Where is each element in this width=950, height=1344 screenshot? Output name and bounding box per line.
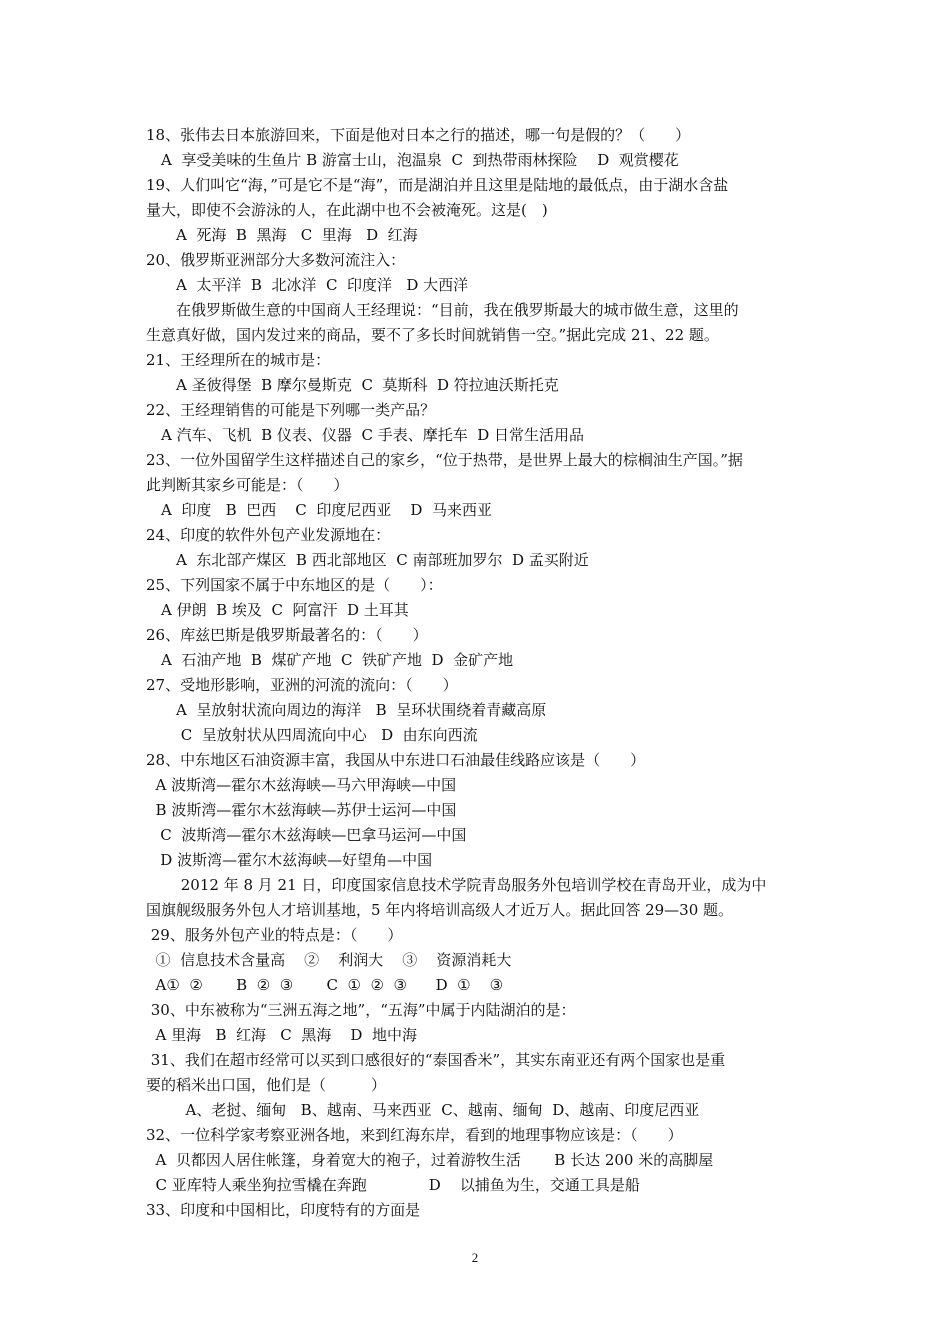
text-line: B 波斯湾—霍尔木兹海峡—苏伊士运河—中国 [146, 801, 457, 819]
text-line: 25、下列国家不属于中东地区的是（ ）： [146, 576, 443, 594]
text-line: ① 信息技术含量高 ② 利润大 ③ 资源消耗大 [146, 951, 512, 969]
text-line: A 石油产地 B 煤矿产地 C 铁矿产地 D 金矿产地 [146, 651, 514, 669]
text-line: 28、中东地区石油资源丰富，我国从中东进口石油最佳线路应该是（ ） [146, 751, 646, 769]
text-line: 21、王经理所在的城市是： [146, 351, 331, 369]
text-line: 23、一位外国留学生这样描述自己的家乡，“位于热带，是世界上最大的棕榈油生产国。”据 [146, 451, 743, 469]
text-line: 24、印度的软件外包产业发源地在： [146, 526, 391, 544]
text-line: 19、人们叫它“海，”可是它不是“海”，而是湖泊并且这里是陆地的最低点，由于湖水含盐 [146, 176, 729, 194]
text-line: A 圣彼得堡 B 摩尔曼斯克 C 莫斯科 D 符拉迪沃斯托克 [146, 376, 559, 394]
text-line: 33、印度和中国相比，印度特有的方面是 [146, 1201, 421, 1219]
text-line: 量大，即使不会游泳的人，在此湖中也不会被淹死。这是( ) [146, 201, 548, 219]
text-line: 此判断其家乡可能是：（ ） [146, 476, 349, 494]
text-line: 27、受地形影响，亚洲的河流的流向：（ ） [146, 676, 458, 694]
text-line: A 印度 B 巴西 C 印度尼西亚 D 马来西亚 [146, 501, 492, 519]
text-line: 31、我们在超市经常可以买到口感很好的“泰国香米”，其实东南亚还有两个国家也是重 [146, 1051, 726, 1069]
text-line: A① ② B ② ③ C ① ② ③ D ① ③ [146, 976, 504, 994]
text-line: 20、俄罗斯亚洲部分大多数河流注入： [146, 251, 406, 269]
text-line: 生意真好做，国内发过来的商品，要不了多长时间就销售一空。”据此完成 21、22 题。 [146, 326, 719, 344]
page-number: 2 [471, 1250, 479, 1265]
text-line: 30、中东被称为“三洲五海之地”，“五海”中属于内陆湖泊的是： [146, 1001, 576, 1019]
text-line: C 亚库特人乘坐狗拉雪橇在奔跑 D 以捕鱼为生，交通工具是船 [146, 1176, 640, 1194]
text-line: 29、服务外包产业的特点是：（ ） [146, 926, 403, 944]
text-line: A 东北部产煤区 B 西北部地区 C 南部班加罗尔 D 孟买附近 [146, 551, 589, 569]
text-line: 26、库兹巴斯是俄罗斯最著名的：（ ） [146, 626, 428, 644]
text-line: C 呈放射状从四周流向中心 D 由东向西流 [146, 726, 478, 744]
text-line: A 伊朗 B 埃及 C 阿富汗 D 土耳其 [146, 601, 409, 619]
text-line: A、老挝、缅甸 B、越南、马来西亚 C、越南、缅甸 D、越南、印度尼西亚 [146, 1101, 700, 1119]
text-line: A 汽车、飞机 B 仪表、仪器 C 手表、摩托车 D 日常生活用品 [146, 426, 585, 444]
text-line: C 波斯湾—霍尔木兹海峡—巴拿马运河—中国 [146, 826, 467, 844]
text-line: D 波斯湾—霍尔木兹海峡—好望角—中国 [146, 851, 433, 869]
text-line: A 贝都因人居住帐篷，身着宽大的袍子，过着游牧生活 B 长达 200 米的高脚屋 [146, 1151, 714, 1169]
text-line: A 呈放射状流向周边的海洋 B 呈环状围绕着青藏高原 [146, 701, 547, 719]
text-line: A 里海 B 红海 C 黑海 D 地中海 [146, 1026, 417, 1044]
text-line: A 死海 B 黑海 C 里海 D 红海 [146, 226, 418, 244]
text-line: 要的稻米出口国，他们是（ ） [146, 1076, 387, 1094]
text-line: 2012 年 8 月 21 日，印度国家信息技术学院青岛服务外包培训学校在青岛开业，成为中 [146, 876, 767, 894]
text-line: A 波斯湾—霍尔木兹海峡—马六甲海峡—中国 [146, 776, 457, 794]
text-line: A 享受美味的生鱼片 B 游富士山，泡温泉 C 到热带雨林探险 D 观赏樱花 [146, 151, 679, 169]
text-line: 18、张伟去日本旅游回来，下面是他对日本之行的描述，哪一句是假的？（ ） [146, 126, 691, 144]
text-line: 在俄罗斯做生意的中国商人王经理说：“目前，我在俄罗斯最大的城市做生意，这里的 [146, 301, 739, 319]
text-line: 32、一位科学家考察亚洲各地，来到红海东岸，看到的地理事物应该是：（ ） [146, 1126, 683, 1144]
text-line: A 太平洋 B 北冰洋 C 印度洋 D 大西洋 [146, 276, 469, 294]
text-line: 国旗舰级服务外包人才培训基地，5 年内将培训高级人才近万人。据此回答 29—30 题。 [146, 901, 734, 919]
text-line: 22、王经理销售的可能是下列哪一类产品？ [146, 401, 436, 419]
